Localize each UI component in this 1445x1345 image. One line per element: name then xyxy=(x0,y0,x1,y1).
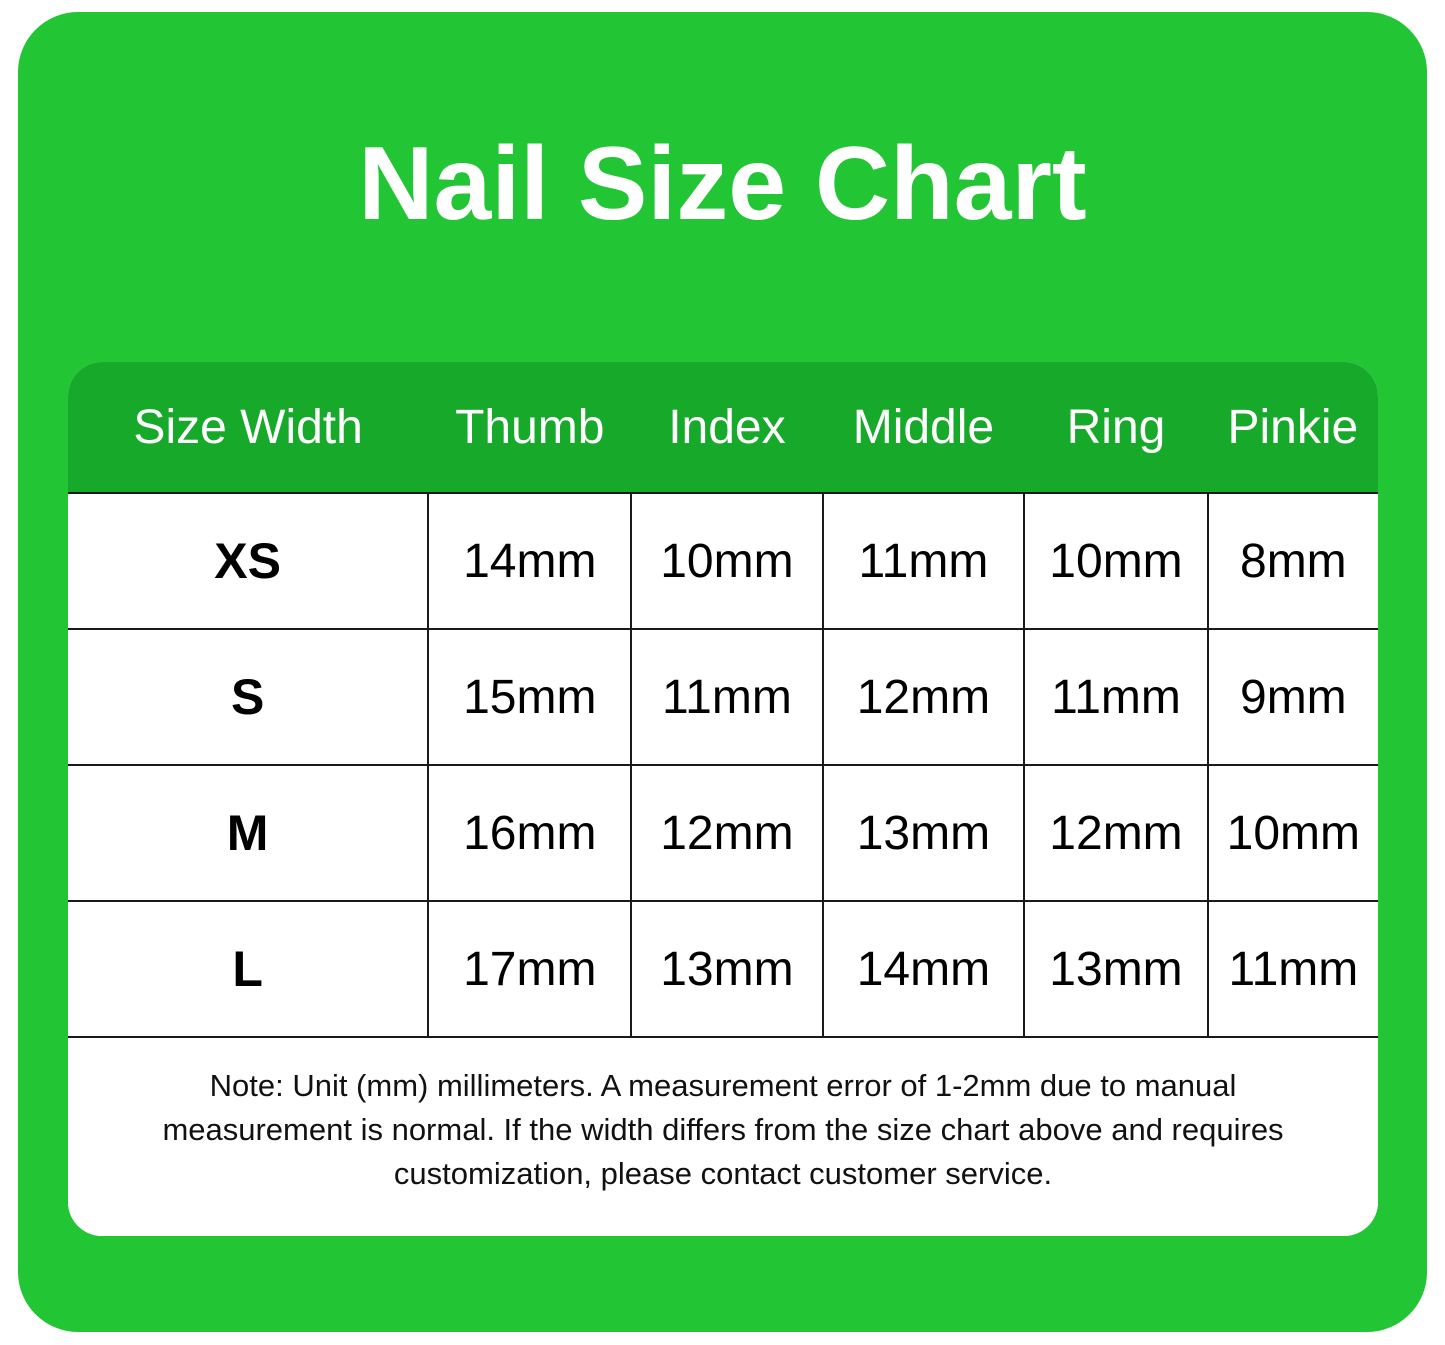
cell-l-pinkie: 11mm xyxy=(1208,901,1378,1037)
cell-m-thumb: 16mm xyxy=(428,765,631,901)
cell-size-l: L xyxy=(68,901,428,1037)
cell-s-ring: 11mm xyxy=(1024,629,1207,765)
table-header xyxy=(68,362,1378,493)
cell-s-pinkie: 9mm xyxy=(1208,629,1378,765)
column-header-index: Index xyxy=(668,400,786,454)
column-header-thumb: Thumb xyxy=(455,400,605,454)
cell-size-m: M xyxy=(68,765,428,901)
cell-xs-ring: 10mm xyxy=(1024,493,1207,629)
cell-m-pinkie: 10mm xyxy=(1208,765,1378,901)
cell-l-thumb: 17mm xyxy=(428,901,631,1037)
page-title: Nail Size Chart xyxy=(358,126,1087,242)
cell-m-ring: 12mm xyxy=(1024,765,1207,901)
table-row xyxy=(68,629,1378,765)
measurement-note: Note: Unit (mm) millimeters. A measurement error of 1-2mm due to manual measurement is normal. If the width differs from the size chart above and requires customization, please contact customer service. xyxy=(162,1068,1284,1192)
cell-l-index: 13mm xyxy=(631,901,822,1037)
cell-s-index: 11mm xyxy=(631,629,822,765)
cell-l-middle: 14mm xyxy=(823,901,1025,1037)
cell-xs-index: 10mm xyxy=(631,493,822,629)
cell-m-middle: 13mm xyxy=(823,765,1025,901)
column-header-size-width: Size Width xyxy=(133,400,363,454)
cell-m-index: 12mm xyxy=(631,765,822,901)
cell-xs-pinkie: 8mm xyxy=(1208,493,1378,629)
table-body xyxy=(68,493,1378,1236)
table-row xyxy=(68,765,1378,901)
cell-xs-thumb: 14mm xyxy=(428,493,631,629)
cell-size-xs: XS xyxy=(68,493,428,629)
size-table-container xyxy=(68,362,1378,1236)
cell-l-ring: 13mm xyxy=(1024,901,1207,1037)
size-table xyxy=(68,362,1378,1236)
column-header-pinkie: Pinkie xyxy=(1227,400,1359,454)
cell-xs-middle: 11mm xyxy=(823,493,1025,629)
note-cell xyxy=(68,1037,1378,1236)
column-header-middle: Middle xyxy=(852,400,995,454)
table-header-row xyxy=(68,362,1378,493)
column-header-ring: Ring xyxy=(1066,400,1166,454)
table-row xyxy=(68,901,1378,1037)
cell-s-middle: 12mm xyxy=(823,629,1025,765)
note-row xyxy=(68,1037,1378,1236)
cell-s-thumb: 15mm xyxy=(428,629,631,765)
cell-size-s: S xyxy=(68,629,428,765)
table-row xyxy=(68,493,1378,629)
nail-size-chart-card xyxy=(18,12,1427,1332)
